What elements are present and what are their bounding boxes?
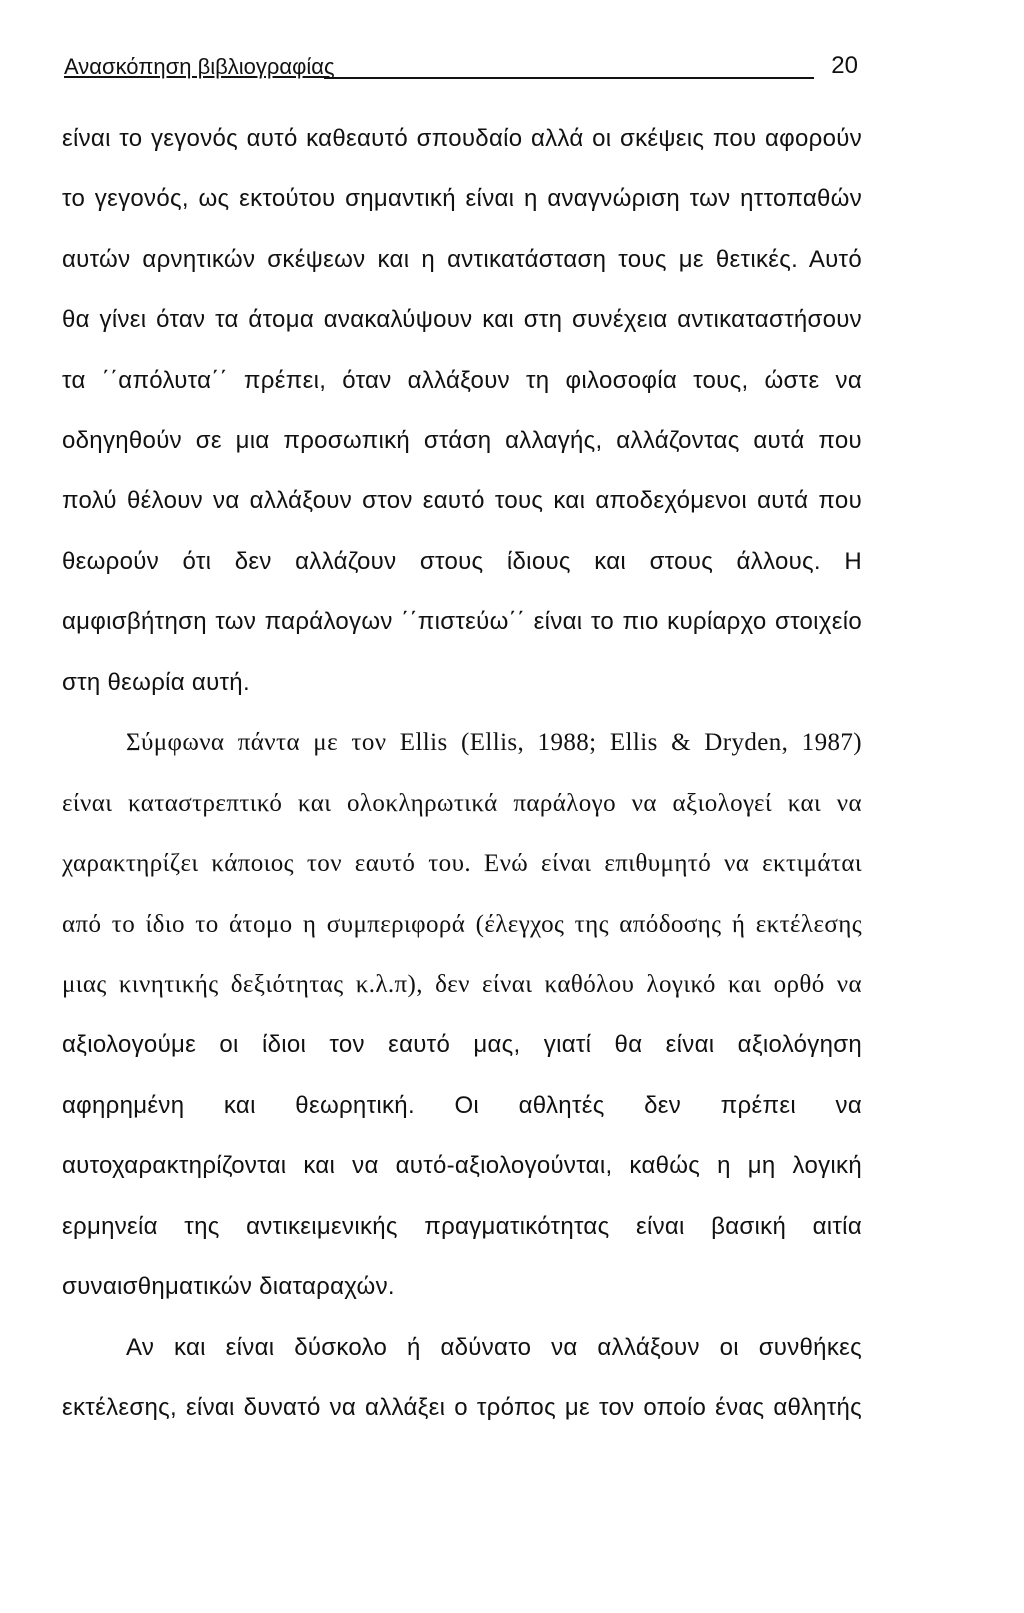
text-line: είναι καταστρεπτικό και ολοκληρωτικά παράλογο να αξιολογεί και να (62, 790, 862, 817)
text-line: θα γίνει όταν τα άτομα ανακαλύψουν και στη συνέχεια αντικαταστήσουν (62, 306, 862, 333)
text-line: Σύμφωνα πάντα με τον Ellis (Ellis, 1988; Ellis & Dryden, 1987) (126, 729, 862, 756)
text-line: αφηρημένη και θεωρητική. Οι αθλητές δεν πρέπει να (62, 1092, 862, 1119)
text-line: αυτοχαρακτηρίζονται και να αυτό-αξιολογούνται, καθώς η μη λογική (62, 1152, 862, 1179)
text-line: αμφισβήτηση των παράλογων ΄΄πιστεύω΄΄ είναι το πιο κυρίαρχο στοιχείο (62, 608, 862, 635)
running-header (64, 48, 858, 88)
page-number: 20 (831, 52, 858, 79)
text-line: είναι το γεγονός αυτό καθεαυτό σπουδαίο αλλά οι σκέψεις που αφορούν (62, 125, 862, 152)
header-title: Ανασκόπηση βιβλιογραφίας (64, 54, 335, 79)
text-line: από το ίδιο το άτομο η συμπεριφορά (έλεγχος της απόδοσης ή εκτέλεσης (62, 911, 862, 938)
header-rule (324, 77, 814, 79)
text-line: πολύ θέλουν να αλλάξουν στον εαυτό τους και αποδεχόμενοι αυτά που (62, 487, 862, 514)
text-line: αυτών αρνητικών σκέψεων και η αντικατάσταση τους με θετικές. Αυτό (62, 246, 862, 273)
text-line: χαρακτηρίζει κάποιος τον εαυτό του. Ενώ είναι επιθυμητό να εκτιμάται (62, 850, 862, 877)
text-line: ερμηνεία της αντικειμενικής πραγματικότητας είναι βασική αιτία (62, 1213, 862, 1240)
text-line: τα ΄΄απόλυτα΄΄ πρέπει, όταν αλλάξουν τη φιλοσοφία τους, ώστε να (62, 367, 862, 394)
text-line: Αν και είναι δύσκολο ή αδύνατο να αλλάξουν οι συνθήκες (126, 1334, 862, 1361)
text-line: οδηγηθούν σε μια προσωπική στάση αλλαγής, αλλάζοντας αυτά που (62, 427, 862, 454)
text-line: το γεγονός, ως εκτούτου σημαντική είναι η αναγνώριση των ηττοπαθών (62, 185, 862, 212)
text-line: μιας κινητικής δεξιότητας κ.λ.π), δεν είναι καθόλου λογικό και ορθό να (62, 971, 862, 998)
text-line: θεωρούν ότι δεν αλλάζουν στους ίδιους και στους άλλους. Η (62, 548, 862, 575)
text-line: εκτέλεσης, είναι δυνατό να αλλάξει ο τρόπος με τον οποίο ένας αθλητής (62, 1394, 862, 1421)
text-line: αξιολογούμε οι ίδιοι τον εαυτό μας, γιατί θα είναι αξιολόγηση (62, 1031, 862, 1058)
text-line: συναισθηματικών διαταραχών. (62, 1273, 395, 1300)
text-line: στη θεωρία αυτή. (62, 669, 250, 696)
